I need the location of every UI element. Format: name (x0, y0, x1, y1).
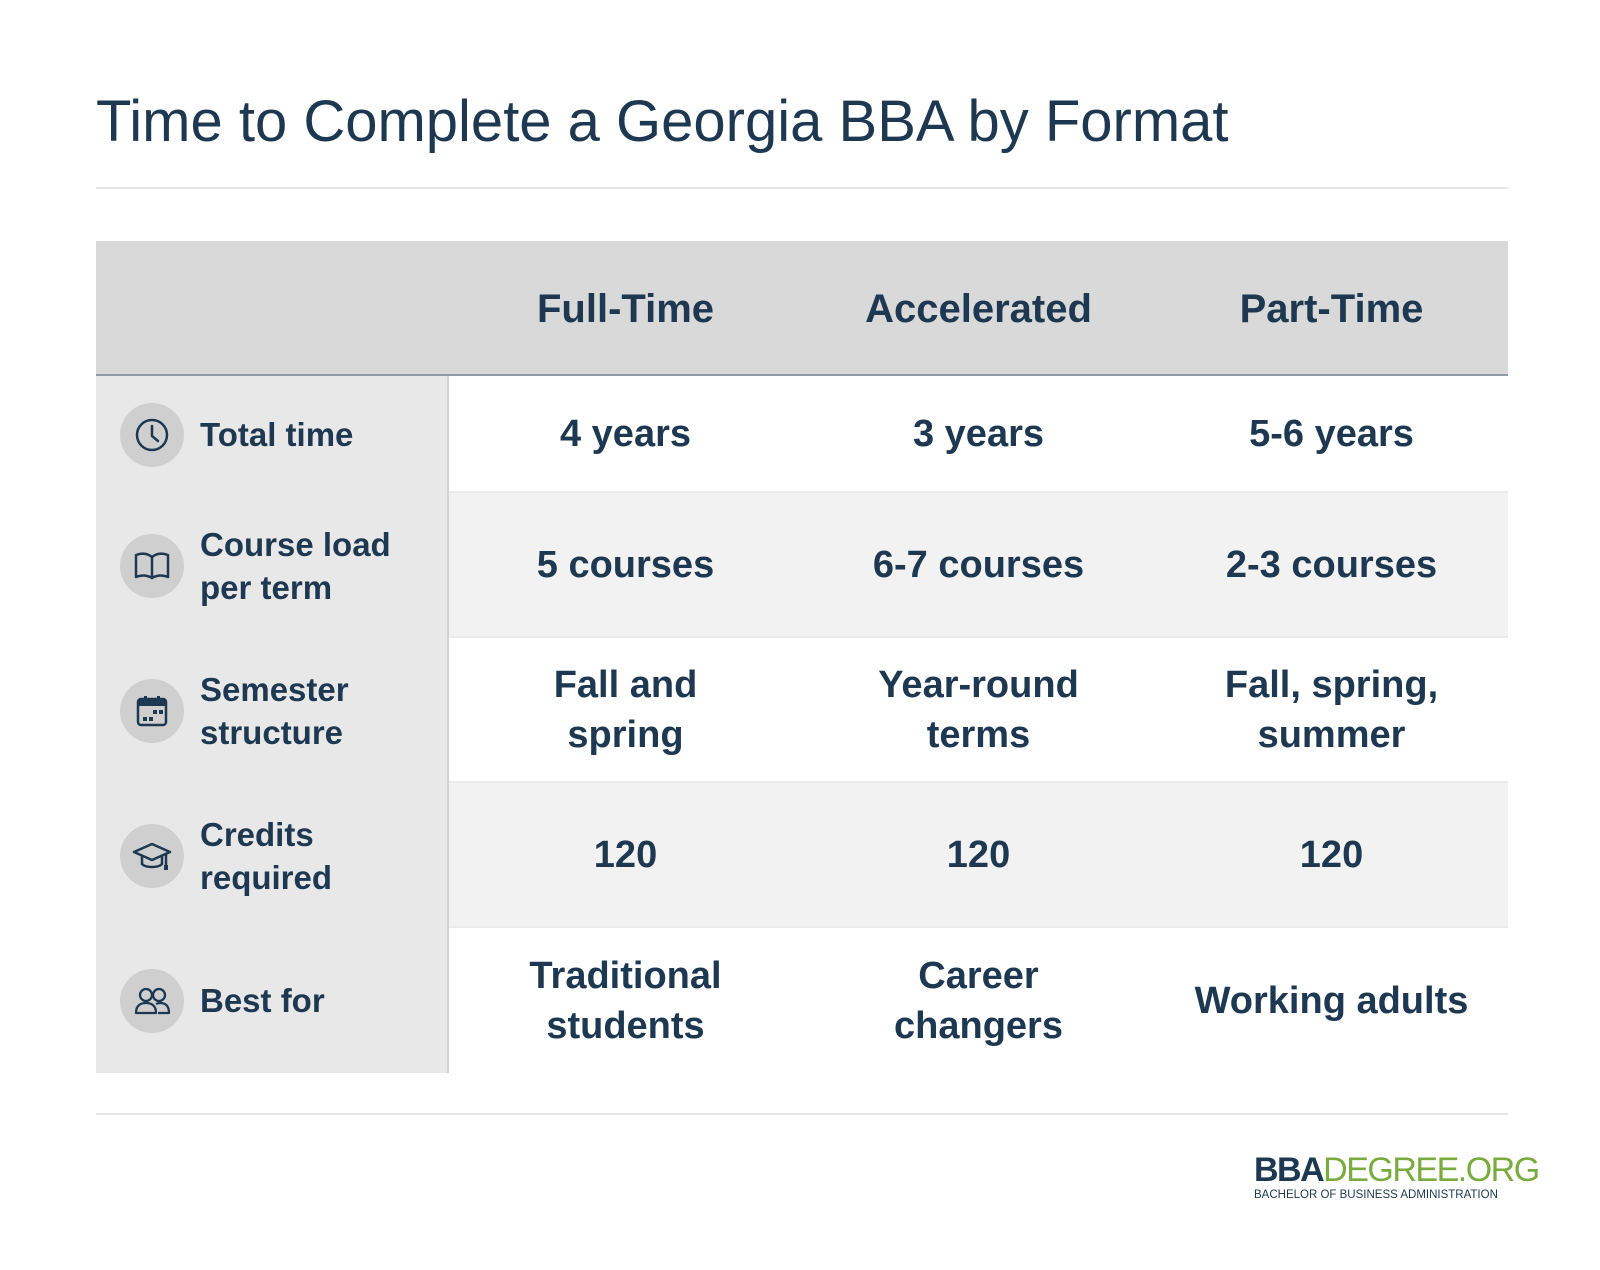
page-title: Time to Complete a Georgia BBA by Format (96, 89, 1229, 154)
row-label-cell (96, 493, 449, 638)
cell-part-time-credits: 120 (1299, 833, 1364, 876)
column-header-part-time: Part-Time (1239, 287, 1424, 331)
bbadegree-logo (1254, 1151, 1539, 1201)
cell-accelerated-course-load: 6-7 courses (872, 543, 1085, 586)
table-row (96, 638, 1508, 783)
cell-part-time-best-for: Working adults (1194, 979, 1469, 1022)
title-divider (96, 187, 1508, 189)
table-row (96, 783, 1508, 928)
logo-light-text: DEGREE.ORG (1323, 1151, 1539, 1189)
row-label-cell (96, 783, 449, 928)
column-header-accelerated: Accelerated (865, 287, 1092, 331)
cell-accelerated-total-time: 3 years (912, 412, 1044, 455)
logo-tagline: BACHELOR OF BUSINESS ADMINISTRATION (1254, 1189, 1498, 1201)
comparison-table (96, 241, 1508, 1073)
footer-divider (96, 1113, 1508, 1115)
clock-icon (120, 403, 184, 467)
people-icon (120, 969, 184, 1033)
cell-part-time-semester: Fall, spring, summer (1224, 663, 1439, 756)
cell-part-time-total-time: 5-6 years (1249, 412, 1414, 455)
row-label-best-for: Best for (200, 982, 325, 1019)
row-label-cell (96, 376, 449, 493)
column-header-full-time: Full-Time (536, 287, 715, 331)
logo-bold-text: BBA (1254, 1151, 1324, 1189)
cell-full-time-course-load: 5 courses (536, 543, 715, 586)
row-label-course-load: Course load per term (200, 525, 391, 606)
cell-full-time-best-for: Traditional students (529, 954, 722, 1047)
table-header (96, 241, 1508, 376)
graduation-cap-icon (120, 824, 184, 888)
book-icon (120, 534, 184, 598)
cell-accelerated-credits: 120 (946, 833, 1011, 876)
cell-accelerated-best-for: Career changers (894, 954, 1063, 1047)
row-label-total-time: Total time (200, 416, 354, 453)
table-row (96, 376, 1508, 493)
table-row (96, 493, 1508, 638)
cell-full-time-semester: Fall and spring (553, 663, 698, 756)
header-corner (96, 241, 449, 374)
row-label-semester-structure: Semester structure (200, 670, 349, 751)
cell-full-time-total-time: 4 years (559, 412, 691, 455)
cell-full-time-credits: 120 (593, 833, 658, 876)
logo-wordmark (1254, 1151, 1539, 1189)
row-label-cell (96, 928, 449, 1073)
table-row (96, 928, 1508, 1073)
cell-part-time-course-load: 2-3 courses (1225, 543, 1438, 586)
row-label-credits-required: Credits required (200, 815, 333, 896)
cell-accelerated-semester: Year-round terms (878, 663, 1079, 756)
row-label-cell (96, 638, 449, 783)
calendar-icon (120, 679, 184, 743)
